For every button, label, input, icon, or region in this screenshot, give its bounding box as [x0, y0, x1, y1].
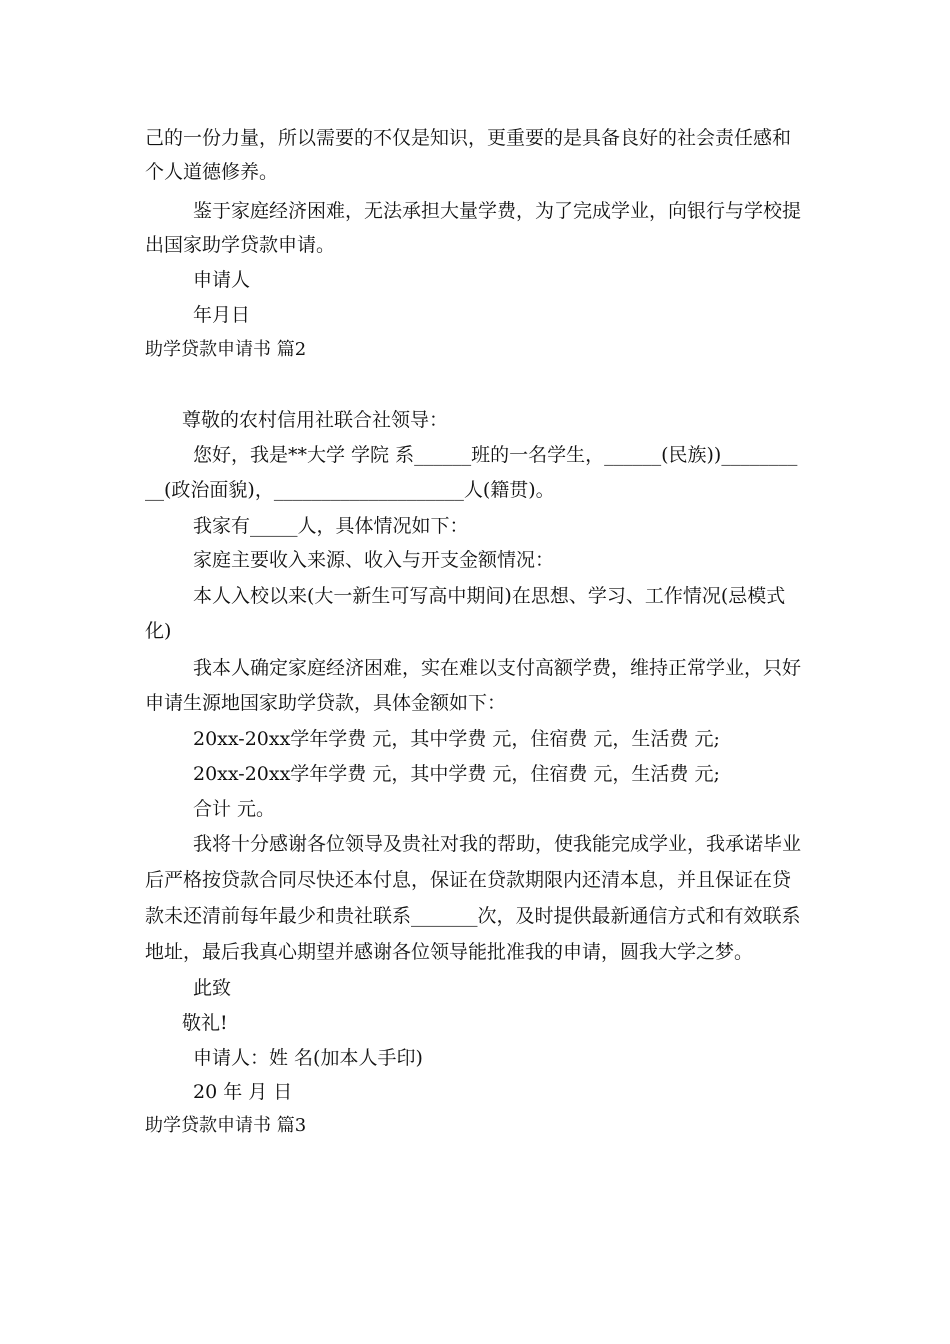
fee-line: 20xx-20xx学年学费 元，其中学费 元，住宿费 元，生活费 元; [193, 728, 720, 750]
paragraph-line: 鉴于家庭经济困难，无法承担大量学费，为了完成学业，向银行与学校提 [193, 200, 802, 222]
salutation: 尊敬的农村信用社联合社领导： [182, 409, 449, 431]
paragraph-line: 家庭主要收入来源、收入与开支金额情况： [193, 549, 555, 571]
section-heading: 助学贷款申请书 篇3 [145, 1115, 307, 1136]
date-label: 年月日 [193, 304, 251, 326]
closing-line: 敬礼! [182, 1012, 228, 1034]
paragraph-line: 地址，最后我真心期望并感谢各位领导能批准我的申请，圆我大学之梦。 [145, 941, 754, 963]
paragraph-line: 本人入校以来(大一新生可写高中期间)在思想、学习、工作情况(忌模式 [193, 585, 786, 607]
section-heading: 助学贷款申请书 篇2 [145, 339, 307, 360]
paragraph-line: 个人道德修养。 [145, 161, 279, 183]
date-line: 20 年 月 日 [193, 1081, 293, 1103]
paragraph-line: 我家有_____人，具体情况如下： [193, 515, 469, 537]
paragraph-line: 您好，我是**大学 学院 系______班的一名学生，______(民族))________ [193, 444, 798, 466]
applicant-label: 申请人 [193, 269, 251, 291]
paragraph-line: 己的一份力量，所以需要的不仅是知识，更重要的是具备良好的社会责任感和 [145, 127, 792, 149]
total-line: 合计 元。 [193, 798, 276, 820]
closing-line: 此致 [193, 977, 232, 999]
paragraph-line: 出国家助学贷款申请。 [145, 234, 336, 256]
paragraph-line: __(政治面貌)，____________________人(籍贯)。 [145, 479, 555, 501]
paragraph-line: 款未还清前每年最少和贵社联系_______次，及时提供最新通信方式和有效联系 [145, 905, 801, 927]
paragraph-line: 我将十分感谢各位领导及贵社对我的帮助，使我能完成学业，我承诺毕业 [193, 833, 802, 855]
paragraph-line: 化) [145, 620, 172, 642]
paragraph-line: 申请生源地国家助学贷款，具体金额如下： [145, 692, 507, 714]
paragraph-line: 我本人确定家庭经济困难，实在难以支付高额学费，维持正常学业，只好 [193, 657, 802, 679]
signature-line: 申请人：姓 名(加本人手印) [193, 1047, 423, 1069]
paragraph-line: 后严格按贷款合同尽快还本付息，保证在贷款期限内还清本息，并且保证在贷 [145, 869, 792, 891]
fee-line: 20xx-20xx学年学费 元，其中学费 元，住宿费 元，生活费 元; [193, 763, 720, 785]
